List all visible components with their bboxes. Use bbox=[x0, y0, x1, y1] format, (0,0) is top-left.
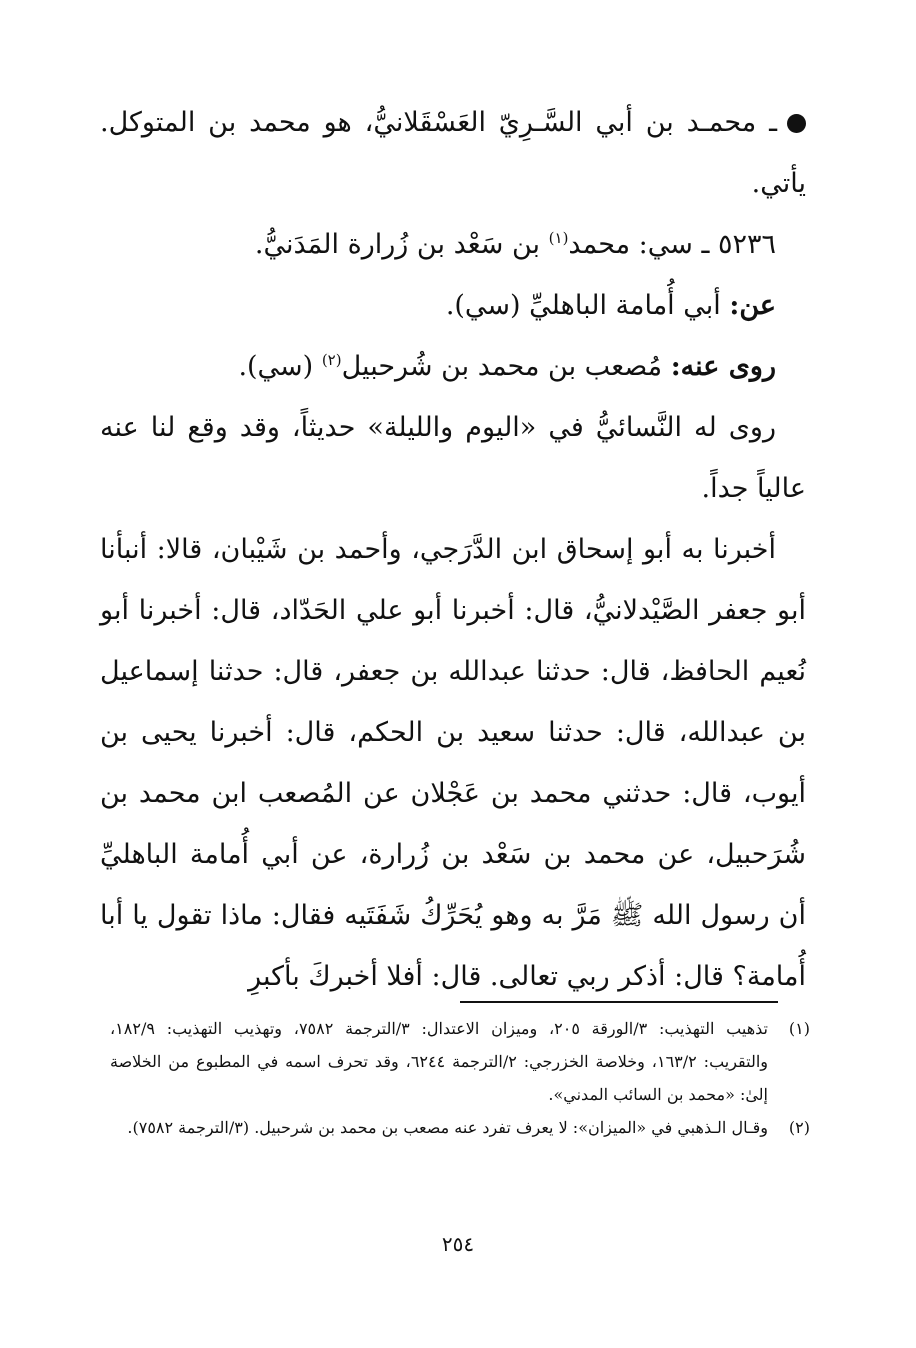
bullet-icon bbox=[787, 114, 806, 133]
narrated-from bbox=[100, 275, 806, 336]
footnote-2 bbox=[110, 1111, 810, 1144]
narrators-label: روى عنه: bbox=[670, 351, 776, 382]
footnote-ref-2: (٢) bbox=[321, 351, 342, 369]
footnote-text: تذهيب التهذيب: ٣/الورقة ٢٠٥، وميزان الاعتدال: ٣/الترجمة ٧٥٨٢، وتهذيب التهذيب: ١٨٢/٩، والتقريب: ١٦٣/٢، وخلاصة الخزرجي: ٢/الترجمة ٦٢٤٤، وقد تحرف اسمه في المطبوع من الخلاصة إلىٰ: «محمد بن السائب المدني». bbox=[110, 1019, 769, 1104]
page-number: ٢٥٤ bbox=[441, 1232, 475, 1256]
footnote-number: (١) bbox=[788, 1019, 810, 1038]
footnote-ref-1: (١) bbox=[548, 229, 569, 247]
paragraph-nasai: روى له النَّسائيُّ في «اليوم والليلة» حديثاً، وقد وقع لنا عنه عالياً جداً. bbox=[100, 412, 806, 504]
footnotes bbox=[110, 1012, 810, 1144]
footnote-1 bbox=[110, 1012, 810, 1111]
entry-heading-start: ٥٢٣٦ ـ سي: محمد bbox=[568, 229, 776, 260]
narrated-from-text: أبي أُمامة الباهليِّ (سي). bbox=[445, 290, 730, 321]
narrators-text-start: مُصعب بن محمد بن شُرحبيل bbox=[341, 351, 671, 382]
cross-reference bbox=[100, 92, 806, 214]
narrators-from-him bbox=[100, 336, 806, 397]
entry-heading-end: بن سَعْد بن زُرارة المَدَنيُّ. bbox=[254, 229, 549, 260]
narrators-text-end: (سي). bbox=[238, 351, 322, 382]
footnote-text: وقـال الـذهبي في «الميزان»: لا يعرف تفرد عنه مصعب بن محمد بن شرحبيل. (٣/الترجمة ٧٥٨٢). bbox=[127, 1118, 768, 1137]
footnote-divider bbox=[460, 1001, 778, 1003]
paragraph-hadith: أخبرنا به أبو إسحاق ابن الدَّرَجي، وأحمد بن شَيْبان، قالا: أنبأنا أبو جعفر الصَّيْدلانيُّ، قال: أخبرنا أبو علي الحَدّاد، قال: أخبرنا أبو نُعيم الحافظ، قال: حدثنا عبدالله بن جعفر، قال: حدثنا إسماعيل بن عبدالله، قال: حدثنا سعيد بن الحكم، قال: أخبرنا يحيى بن أيوب، قال: حدثني محمد بن عَجْلان عن المُصعب ابن محمد بن شُرَحبيل، عن محمد بن سَعْد بن زُرارة، عن أبي أُمامة الباهليِّ أن رسول الله ﷺ مَرَّ به وهو يُحَرِّكُ شَفَتَيه فقال: ماذا تقول يا أبا أُمامة؟ قال: أذكر ربي تعالى. قال: أفلا أخبركَ بأكبرِ bbox=[100, 534, 806, 992]
footnote-number: (٢) bbox=[788, 1118, 810, 1137]
main-text bbox=[100, 92, 806, 1007]
entry-heading bbox=[100, 214, 806, 275]
cross-reference-text: ـ محمـد بن أبي السَّـرِيّ العَسْقَلانيُّ، هو محمد بن المتوكل. يأتي. bbox=[100, 107, 806, 199]
narrated-from-label: عن: bbox=[729, 290, 776, 321]
